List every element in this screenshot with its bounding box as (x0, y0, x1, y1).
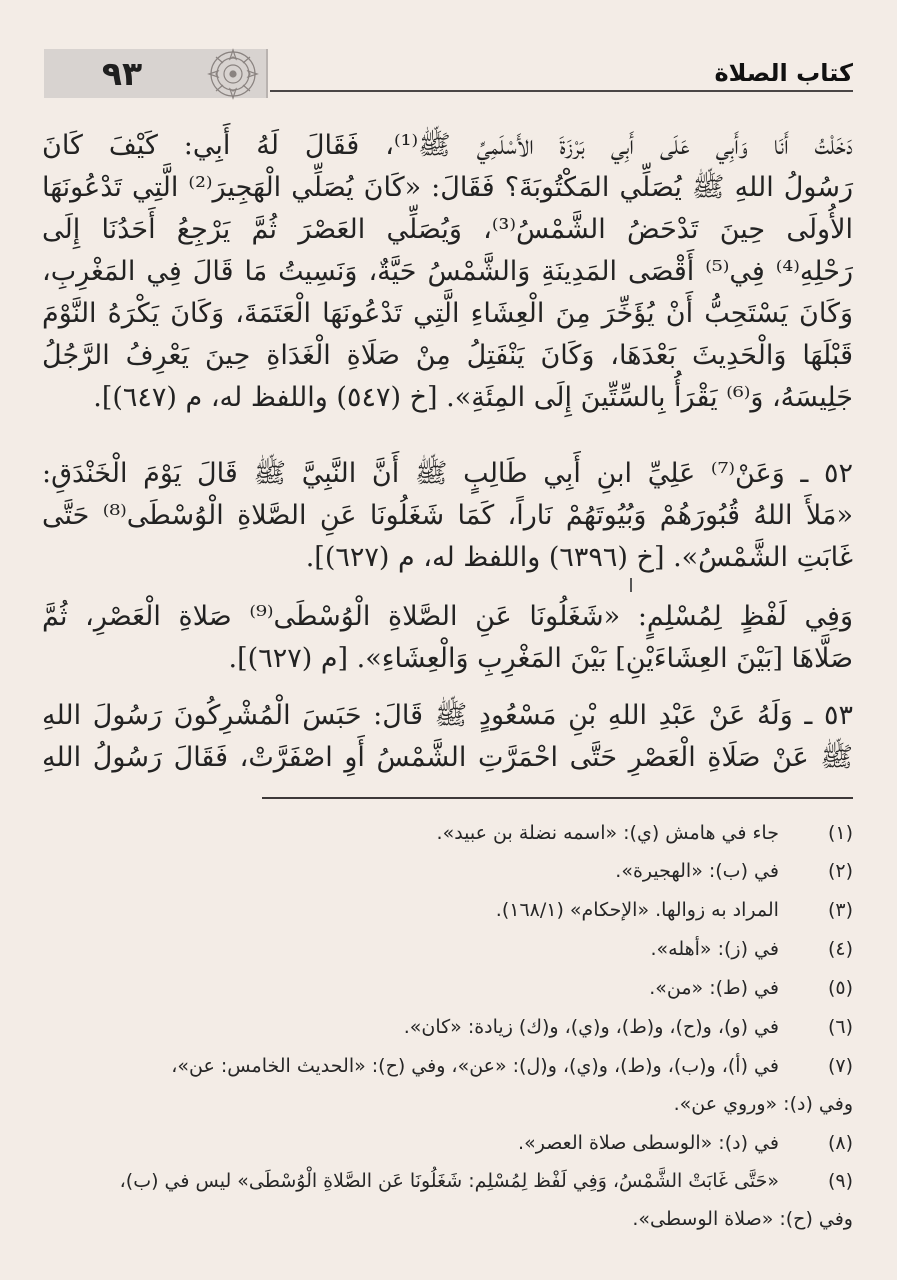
footnote (42, 815, 853, 851)
footnote-continuation (42, 1201, 853, 1237)
footnote (42, 1125, 853, 1161)
page-number: ٩٣ (101, 54, 143, 93)
footnote (42, 1009, 853, 1045)
body-line: ﷺ عَنْ صَلَاةِ الْعَصْرِ حَتَّى احْمَرَّتِ الشَّمْسُ أَوِ اصْفَرَّتْ، فَقَالَ رَسُولُ اللهِ (42, 742, 853, 773)
body-line: غَابَتِ الشَّمْسُ». [خ (٦٣٩٦) واللفظ له، م (٦٢٧)]. (305, 542, 853, 573)
body-line: قَبْلَهَا وَالْحَدِيثَ بَعْدَهَا، وَكَانَ يَنْفَتِلُ مِنْ صَلَاةِ الْغَدَاةِ حِينَ يَعْرِفُ الرَّجُلُ (42, 340, 853, 371)
header-rule (270, 90, 853, 92)
body-line: رَحْلِهِ⁽⁴⁾ فِي⁽⁵⁾ أَقْصَى المَدِينَةِ وَالشَّمْسُ حَيَّةٌ، وَنَسِيتُ مَا قَالَ فِي المَغْرِبِ، (42, 256, 853, 287)
footnote-text: في (د): «الوسطى صلاة العصر». (518, 1132, 779, 1154)
footnote (42, 892, 853, 928)
footnote-number: (٦) (827, 1016, 853, 1038)
body-line: رَسُولُ اللهِ ﷺ يُصَلِّي المَكْتُوبَةَ؟ فَقَالَ: «كَانَ يُصَلِّي الْهَجِيرَ⁽²⁾ الَّتِي تَدْعُونَهَا (42, 172, 854, 203)
body-line: دَخَلْتُ أَنَا وَأَبِي عَلَى أَبِي بَرْزَةَ الأَسْلَمِيِّ ﷺ⁽¹⁾، فَقَالَ لَهُ أَبِي: كَيْفَ كَانَ (42, 130, 853, 161)
book-title: كتاب الصلاة (714, 59, 853, 87)
footnote-text: المراد به زوالها. «الإحكام» (١٦٨/١). (495, 899, 779, 921)
footnote-text: «حَتَّى غَابَتْ الشَّمْسُ، وَفِي لَفْظ لِمُسْلِم: شَغَلُونَا عَن الصَّلاةِ الْوُسْطَى» ليس في (ب)، (119, 1170, 779, 1192)
body-line: جَلِيسَهُ، وَ⁽⁶⁾ يَقْرَأُ بِالسِّتِّينَ إِلَى المِئَةِ». [خ (٥٤٧) واللفظ له، م (٦٤٧)]. (93, 382, 853, 413)
footnote-text: وفي (ح): «صلاة الوسطى». (632, 1208, 853, 1230)
page-mark (630, 578, 632, 592)
footnote-number: (٣) (827, 899, 853, 921)
footnote-text: وفي (د): «وروي عن». (673, 1093, 853, 1115)
footnote-number: (٩) (827, 1170, 853, 1192)
footnote-number: (٤) (827, 938, 853, 960)
footnote (42, 931, 853, 967)
footnote-number: (١) (827, 822, 853, 844)
footnote-number: (٥) (827, 977, 853, 999)
rosette-icon (203, 45, 263, 103)
footnote-text: في (ب): «الهجيرة». (615, 860, 779, 882)
footnote-number: (٢) (827, 860, 853, 882)
footnote-number: (٧) (827, 1055, 853, 1077)
footnote-continuation (42, 1086, 853, 1122)
footnote-text: جاء في هامش (ي): «اسمه نضلة بن عبيد». (436, 822, 779, 844)
footnote (42, 970, 853, 1006)
body-line: صَلَّاهَا [بَيْنَ العِشَاءَيْنِ] بَيْنَ المَغْرِبِ وَالْعِشَاءِ». [م (٦٢٧)]. (228, 643, 853, 674)
footnote (42, 1163, 853, 1199)
body-line: «مَلأَ اللهُ قُبُورَهُمْ وَبُيُوتَهُمْ نَاراً، كَمَا شَغَلُونَا عَنِ الصَّلاةِ الْوُسْطَى⁽⁸⁾ حَتَّى (42, 500, 853, 531)
footnote-number: (٨) (827, 1132, 853, 1154)
footnote (42, 853, 853, 889)
body-line: وَفِي لَفْظٍ لِمُسْلِمٍ: «شَغَلُونَا عَنِ الصَّلاةِ الْوُسْطَى⁽⁹⁾ صَلاةِ الْعَصْرِ، ثُمَّ (42, 601, 853, 632)
footnote-separator (262, 797, 853, 799)
hadith-52-line: ٥٢ ـ وَعَنْ⁽⁷⁾ عَلِيِّ ابنِ أَبِي طَالِبٍ ﷺ أَنَّ النَّبِيَّ ﷺ قَالَ يَوْمَ الْخَنْدَقِ: (42, 458, 853, 489)
footnote-text: في (أ)، و(ب)، و(ط)، و(ي)، و(ل): «عن»، وفي (ح): «الحديث الخامس: عن»، (171, 1055, 779, 1077)
body-line: وَكَانَ يَسْتَحِبُّ أَنْ يُؤَخِّرَ مِنَ الْعِشَاءِ الَّتِي تَدْعُونَهَا الْعَتَمَةَ، وَكَانَ يَكْرَهُ النَّوْمَ (42, 298, 853, 329)
header-divider (266, 49, 268, 98)
footnote-text: في (ز): «أهله». (650, 938, 779, 960)
footnote-text: في (و)، و(ح)، و(ط)، و(ي)، و(ك) زيادة: «كان». (403, 1016, 779, 1038)
hadith-53-line: ٥٣ ـ وَلَهُ عَنْ عَبْدِ اللهِ بْنِ مَسْعُودٍ ﷺ قَالَ: حَبَسَ الْمُشْرِكُونَ رَسُولَ اللهِ (42, 700, 853, 731)
footnote-text: في (ط): «من». (649, 977, 779, 999)
footnote (42, 1048, 853, 1084)
body-line: الأُولَى حِينَ تَدْحَضُ الشَّمْسُ⁽³⁾، وَيُصَلِّي العَصْرَ ثُمَّ يَرْجِعُ أَحَدُنَا إِلَى (42, 214, 853, 245)
